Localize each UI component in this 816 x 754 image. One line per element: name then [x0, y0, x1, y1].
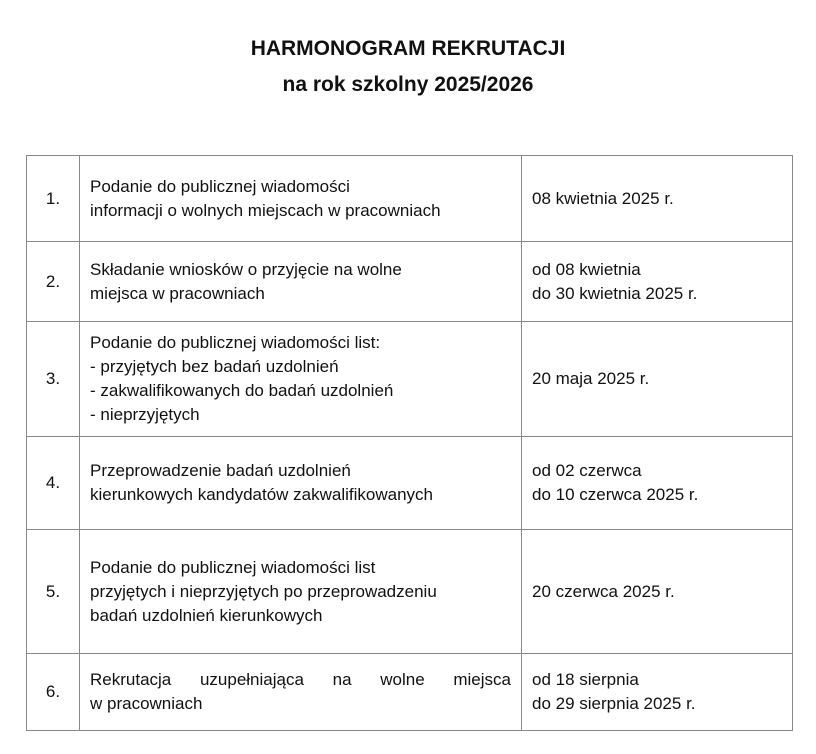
description-line: Rekrutacja uzupełniająca na wolne miejsca — [90, 670, 511, 689]
row-description — [80, 654, 522, 731]
row-description — [80, 242, 522, 322]
row-number: 5. — [27, 530, 80, 654]
description-line: Podanie do publicznej wiadomości list — [90, 557, 376, 577]
description-line: informacji o wolnych miejscach w pracowniach — [90, 200, 441, 220]
description-line: - nieprzyjętych — [90, 405, 200, 424]
table-row — [27, 156, 793, 242]
row-description — [80, 156, 522, 242]
description-line: Podanie do publicznej wiadomości — [90, 176, 350, 196]
row-description — [80, 437, 522, 530]
table-row — [27, 322, 793, 437]
description-line: Przeprowadzenie badań uzdolnień — [90, 461, 351, 480]
recruitment-schedule-table — [26, 155, 793, 731]
description-line: przyjętych i nieprzyjętych po przeprowadzeniu — [90, 581, 437, 601]
description-line: Składanie wniosków o przyjęcie na wolne — [90, 259, 402, 279]
table-row — [27, 530, 793, 654]
description-line: miejsca w pracowniach — [90, 283, 265, 303]
description-line: kierunkowych kandydatów zakwalifikowanych — [90, 485, 433, 504]
row-number: 4. — [27, 437, 80, 530]
description-line: - przyjętych bez badań uzdolnień — [90, 357, 339, 376]
row-date — [522, 654, 793, 731]
date-line: do 29 sierpnia 2025 r. — [532, 694, 696, 713]
row-number: 2. — [27, 242, 80, 322]
row-description — [80, 322, 522, 437]
row-date — [522, 530, 793, 654]
document-title: HARMONOGRAM REKRUTACJI — [250, 37, 566, 60]
table-row — [27, 654, 793, 731]
description-line: w pracowniach — [90, 694, 203, 713]
row-date — [522, 322, 793, 437]
row-number: 6. — [27, 654, 80, 731]
date-line: 20 czerwca 2025 r. — [532, 581, 675, 601]
description-line: - zakwalifikowanych do badań uzdolnień — [90, 381, 394, 400]
date-line: 08 kwietnia 2025 r. — [532, 188, 674, 208]
row-date — [522, 437, 793, 530]
date-line: do 10 czerwca 2025 r. — [532, 485, 699, 504]
date-line: 20 maja 2025 r. — [532, 369, 650, 388]
document-subtitle: na rok szkolny 2025/2026 — [282, 73, 534, 96]
row-number: 3. — [27, 322, 80, 437]
row-number: 1. — [27, 156, 80, 242]
row-date — [522, 156, 793, 242]
table-row — [27, 242, 793, 322]
row-date — [522, 242, 793, 322]
date-line: do 30 kwietnia 2025 r. — [532, 283, 698, 303]
table-row — [27, 437, 793, 530]
description-line: badań uzdolnień kierunkowych — [90, 605, 323, 625]
description-line: Podanie do publicznej wiadomości list: — [90, 333, 381, 352]
row-description — [80, 530, 522, 654]
date-line: od 18 sierpnia — [532, 670, 639, 689]
date-line: od 02 czerwca — [532, 461, 642, 480]
date-line: od 08 kwietnia — [532, 259, 641, 279]
